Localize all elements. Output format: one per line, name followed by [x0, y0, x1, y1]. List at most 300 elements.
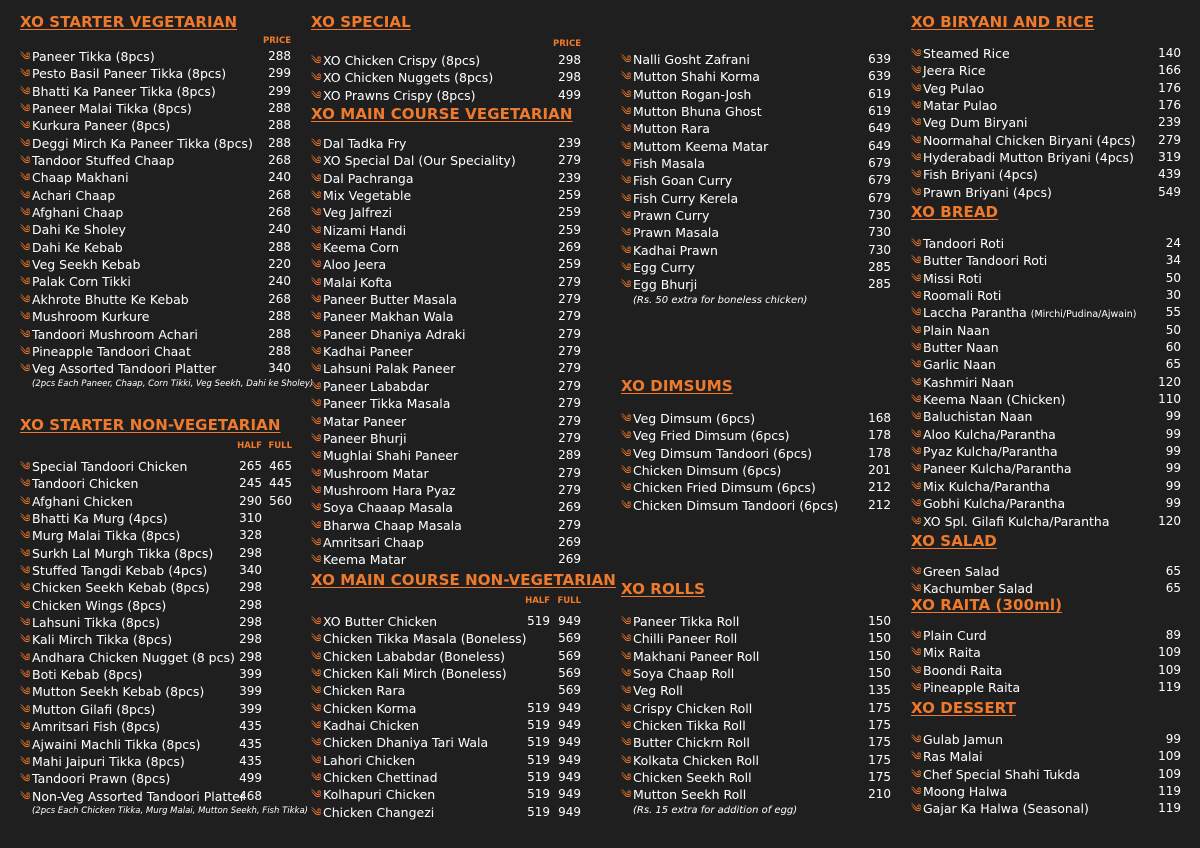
- swirl-bullet-icon: ༄: [311, 189, 322, 203]
- item-price-half: 519: [527, 700, 550, 715]
- item-name-text: Muttom Keema Matar: [633, 138, 769, 154]
- item-price: 298: [239, 597, 262, 612]
- swirl-bullet-icon: ༄: [311, 553, 322, 567]
- item-price-full: 949: [558, 735, 581, 750]
- item-price-full: 569: [558, 666, 581, 681]
- swirl-bullet-icon: ༄: [911, 271, 922, 285]
- menu-item: [911, 62, 1200, 79]
- swirl-bullet-icon: ༄: [311, 88, 322, 102]
- swirl-bullet-icon: ༄: [20, 581, 31, 595]
- item-name-text: Mahi Jaipuri Tikka (8pcs): [32, 753, 185, 769]
- swirl-bullet-icon: ༄: [311, 649, 322, 663]
- item-price: 34: [1165, 253, 1181, 268]
- swirl-bullet-icon: ༄: [20, 292, 31, 306]
- swirl-bullet-icon: ༄: [621, 719, 632, 733]
- item-price: 288: [268, 343, 291, 358]
- item-price: 259: [558, 188, 581, 203]
- item-name-text: Mutton Bhuna Ghost: [633, 104, 762, 120]
- item-price-half: 290: [239, 493, 262, 508]
- item-name-text: XO Prawns Crispy (8pcs): [323, 87, 476, 103]
- swirl-bullet-icon: ༄: [20, 460, 31, 473]
- item-name-text: Mix Kulcha/Parantha: [923, 478, 1051, 494]
- item-price: 55: [1165, 305, 1181, 320]
- item-price: 239: [558, 136, 581, 150]
- item-price: 730: [868, 225, 891, 240]
- item-price: 239: [1158, 115, 1181, 130]
- item-price: 399: [239, 684, 262, 699]
- swirl-bullet-icon: ༄: [311, 753, 322, 767]
- item-name-text: Veg Dum Biryani: [923, 115, 1028, 131]
- item-price: 639: [868, 52, 891, 66]
- item-price: 65: [1165, 581, 1181, 596]
- menu-item: [911, 114, 1200, 131]
- menu-item: [911, 270, 1200, 287]
- item-price: 99: [1165, 426, 1181, 441]
- item-name-text: Stuffed Tangdi Kebab (4pcs): [32, 563, 208, 579]
- swirl-bullet-icon: ༄: [20, 188, 31, 202]
- section-note: (Rs. 15 extra for addition of egg): [633, 804, 798, 816]
- item-price-half: 519: [527, 804, 550, 819]
- swirl-bullet-icon: ༄: [311, 466, 322, 480]
- menu-item: [911, 513, 1200, 530]
- item-name-text: Kachumber Salad: [923, 581, 1033, 597]
- swirl-bullet-icon: ༄: [20, 327, 31, 341]
- item-name-text: Chicken Wings (8pcs): [32, 597, 167, 613]
- item-name-text: Tandoori Chicken: [32, 476, 139, 492]
- menu-item: [911, 443, 1200, 460]
- item-name-text: Andhara Chicken Nugget (8 pcs): [32, 649, 235, 665]
- item-name-text: Nalli Gosht Zafrani: [633, 52, 750, 67]
- item-price: 298: [239, 649, 262, 664]
- menu-item: [911, 149, 1200, 166]
- item-price: 109: [1158, 749, 1181, 764]
- swirl-bullet-icon: ༄: [311, 71, 322, 85]
- item-name-text: Paneer Makhan Wala: [323, 309, 454, 325]
- item-name-text: Aloo Kulcha/Parantha: [923, 426, 1056, 442]
- swirl-bullet-icon: ༄: [20, 702, 31, 716]
- item-price: 110: [1158, 392, 1181, 407]
- item-name-text: Plain Naan: [923, 322, 990, 338]
- swirl-bullet-icon: ༄: [621, 788, 632, 802]
- item-price-full: 560: [269, 493, 292, 508]
- item-price: 288: [268, 326, 291, 341]
- item-price-half: 519: [527, 787, 550, 802]
- swirl-bullet-icon: ༄: [911, 750, 922, 764]
- item-price: 65: [1165, 564, 1181, 578]
- item-name-text: Dal Tadka Fry: [323, 136, 407, 151]
- swirl-bullet-icon: ༄: [911, 646, 922, 660]
- item-name-text: Amritsari Chaap: [323, 534, 424, 550]
- item-price-full: 949: [558, 614, 581, 628]
- item-name-text: Gajar Ka Halwa (Seasonal): [923, 801, 1089, 817]
- swirl-bullet-icon: ༄: [911, 497, 922, 511]
- item-name-text: Veg Dimsum (6pcs): [633, 411, 756, 426]
- item-price: 212: [868, 497, 891, 512]
- item-price: 175: [868, 770, 891, 785]
- swirl-bullet-icon: ༄: [911, 99, 922, 113]
- item-price: 269: [558, 500, 581, 515]
- item-price: 99: [1165, 496, 1181, 511]
- item-price: 298: [558, 70, 581, 85]
- swirl-bullet-icon: ༄: [311, 137, 322, 150]
- swirl-bullet-icon: ༄: [311, 379, 322, 393]
- item-name-text: Jeera Rice: [923, 63, 986, 79]
- swirl-bullet-icon: ༄: [20, 685, 31, 699]
- menu-item: [911, 304, 1200, 321]
- swirl-bullet-icon: ༄: [20, 344, 31, 358]
- item-price: 176: [1158, 80, 1181, 95]
- item-price: 279: [558, 517, 581, 532]
- item-name-text: Moong Halwa: [923, 784, 1008, 800]
- item-price: 279: [558, 153, 581, 168]
- section-title: XO MAIN COURSE NON-VEGETARIAN: [311, 571, 616, 589]
- item-name-text: Paneer Lababdar: [323, 378, 429, 394]
- menu-item: [911, 339, 1200, 356]
- menu-item: [311, 534, 1200, 551]
- item-name-text: Special Tandoori Chicken: [32, 459, 188, 474]
- item-name-text: Mushroom Matar: [323, 465, 429, 481]
- item-name-text: Chicken Fried Dimsum (6pcs): [633, 480, 816, 496]
- price-column-header: PRICE: [553, 39, 581, 49]
- item-name-text: Lahsuni Tikka (8pcs): [32, 615, 160, 631]
- item-price: 65: [1165, 357, 1181, 372]
- price-column-header: PRICE: [263, 36, 291, 46]
- swirl-bullet-icon: ༄: [311, 667, 322, 681]
- item-price-full: 949: [558, 787, 581, 802]
- item-name-text: Afghani Chaap: [32, 205, 124, 221]
- item-name-text: Chicken Korma: [323, 700, 417, 716]
- item-price: 269: [558, 534, 581, 549]
- item-price: 279: [558, 344, 581, 359]
- swirl-bullet-icon: ༄: [621, 464, 632, 478]
- item-price: 109: [1158, 766, 1181, 781]
- menu-item: [911, 748, 1200, 765]
- swirl-bullet-icon: ༄: [911, 785, 922, 799]
- item-name-text: Ras Malai: [923, 749, 983, 765]
- item-name-text: Surkh Lal Murgh Tikka (8pcs): [32, 545, 214, 561]
- item-price: 279: [558, 413, 581, 428]
- swirl-bullet-icon: ༄: [311, 483, 322, 497]
- swirl-bullet-icon: ༄: [621, 226, 632, 240]
- item-price: 399: [239, 667, 262, 682]
- swirl-bullet-icon: ༄: [311, 154, 322, 168]
- item-price-half: 519: [527, 752, 550, 767]
- menu-item: [911, 184, 1200, 201]
- item-name-text: Paneer Dhaniya Adraki: [323, 326, 466, 342]
- swirl-bullet-icon: ༄: [311, 206, 322, 220]
- swirl-bullet-icon: ༄: [621, 615, 632, 628]
- item-price: 89: [1165, 628, 1181, 642]
- item-name-text: Chicken Dhaniya Tari Wala: [323, 735, 489, 751]
- swirl-bullet-icon: ༄: [621, 70, 632, 84]
- item-price: 166: [1158, 63, 1181, 78]
- swirl-bullet-icon: ༄: [911, 81, 922, 95]
- item-price: 268: [268, 187, 291, 202]
- item-name-text: Veg Seekh Kebab: [32, 257, 141, 273]
- swirl-bullet-icon: ༄: [20, 598, 31, 612]
- swirl-bullet-icon: ༄: [911, 462, 922, 476]
- menu-item: [911, 80, 1200, 97]
- swirl-bullet-icon: ༄: [621, 429, 632, 443]
- menu-item-list: [911, 235, 1200, 530]
- swirl-bullet-icon: ༄: [20, 67, 31, 81]
- menu-item: [911, 408, 1200, 425]
- swirl-bullet-icon: ༄: [311, 805, 322, 819]
- item-name-text: Chicken Kali Mirch (Boneless): [323, 666, 507, 682]
- item-name-text: Boondi Raita: [923, 662, 1003, 678]
- item-price-full: 569: [558, 648, 581, 663]
- item-name-text: XO Chicken Crispy (8pcs): [323, 53, 481, 68]
- menu-item: [911, 252, 1200, 269]
- item-price: 288: [268, 49, 291, 63]
- item-name-text: Prawn Curry: [633, 208, 710, 224]
- swirl-bullet-icon: ༄: [621, 736, 632, 750]
- swirl-bullet-icon: ༄: [20, 50, 31, 63]
- item-name-text: Kadhai Prawn: [633, 242, 718, 258]
- swirl-bullet-icon: ༄: [911, 375, 922, 389]
- item-price: 212: [868, 480, 891, 495]
- item-price: 288: [268, 101, 291, 116]
- swirl-bullet-icon: ༄: [621, 498, 632, 512]
- item-name-text: Pineapple Tandoori Chaat: [32, 343, 191, 359]
- item-price: 639: [868, 69, 891, 84]
- item-name-text: Egg Bhurji: [633, 277, 698, 293]
- swirl-bullet-icon: ༄: [20, 310, 31, 324]
- price-column-header: FULL: [268, 441, 292, 451]
- swirl-bullet-icon: ༄: [20, 564, 31, 578]
- swirl-bullet-icon: ༄: [621, 261, 632, 275]
- item-price: 435: [239, 719, 262, 734]
- item-name-text: Crispy Chicken Roll: [633, 700, 753, 716]
- item-name-text: Mughlai Shahi Paneer: [323, 448, 459, 464]
- item-price: 99: [1165, 409, 1181, 424]
- item-price: 288: [268, 118, 291, 133]
- swirl-bullet-icon: ༄: [911, 681, 922, 695]
- item-price: 119: [1158, 801, 1181, 816]
- item-name-text: Laccha Parantha: [923, 305, 1027, 321]
- swirl-bullet-icon: ༄: [20, 275, 31, 289]
- item-name-text: Veg Fried Dimsum (6pcs): [633, 428, 790, 444]
- item-name-text: Chicken Seekh Roll: [633, 770, 752, 786]
- swirl-bullet-icon: ༄: [20, 546, 31, 560]
- item-price: 60: [1165, 340, 1181, 355]
- section-title: XO DESSERT: [911, 699, 1016, 717]
- menu-item: [911, 644, 1200, 661]
- swirl-bullet-icon: ༄: [311, 518, 322, 532]
- item-price: 279: [558, 326, 581, 341]
- item-name-text: Garlic Naan: [923, 357, 996, 373]
- swirl-bullet-icon: ༄: [20, 616, 31, 630]
- item-name-text: Ajwaini Machli Tikka (8pcs): [32, 736, 201, 752]
- item-name-text: Fish Briyani (4pcs): [923, 167, 1038, 183]
- item-price-full: 569: [558, 631, 581, 646]
- swirl-bullet-icon: ༄: [311, 362, 322, 376]
- swirl-bullet-icon: ༄: [911, 151, 922, 165]
- item-price: 210: [868, 787, 891, 802]
- item-price: 150: [868, 631, 891, 646]
- item-price: 549: [1158, 184, 1181, 199]
- swirl-bullet-icon: ༄: [621, 412, 632, 425]
- item-price: 279: [558, 292, 581, 307]
- swirl-bullet-icon: ༄: [911, 306, 922, 320]
- item-name-text: Green Salad: [923, 564, 1000, 579]
- price-column-header: HALF: [237, 441, 262, 451]
- item-price: 319: [1158, 150, 1181, 165]
- section-title: XO DIMSUMS: [621, 377, 733, 395]
- item-price: 175: [868, 735, 891, 750]
- item-name-text: Veg Pulao: [923, 80, 985, 96]
- item-name-text: Non-Veg Assorted Tandoori Platter: [32, 788, 246, 804]
- item-price-full: 465: [269, 459, 292, 473]
- item-price: 259: [558, 222, 581, 237]
- item-name-text: Baluchistan Naan: [923, 409, 1033, 425]
- swirl-bullet-icon: ༄: [621, 278, 632, 292]
- item-name-text: Soya Chaap Roll: [633, 666, 735, 682]
- item-variants: (Mirchi/Pudina/Ajwain): [1030, 309, 1137, 321]
- swirl-bullet-icon: ༄: [911, 393, 922, 407]
- swirl-bullet-icon: ༄: [20, 206, 31, 220]
- swirl-bullet-icon: ༄: [311, 701, 322, 715]
- swirl-bullet-icon: ༄: [911, 663, 922, 677]
- item-price: 279: [558, 430, 581, 445]
- item-name-text: Paneer Malai Tikka (8pcs): [32, 101, 192, 117]
- item-price-half: 519: [527, 718, 550, 733]
- swirl-bullet-icon: ༄: [911, 254, 922, 268]
- swirl-bullet-icon: ༄: [20, 512, 31, 526]
- item-price: 201: [868, 463, 891, 478]
- menu-item: [911, 391, 1200, 408]
- section-title: XO BREAD: [911, 203, 999, 221]
- menu-item: [911, 132, 1200, 149]
- item-price: 99: [1165, 732, 1181, 746]
- swirl-bullet-icon: ༄: [311, 719, 322, 733]
- swirl-bullet-icon: ༄: [911, 565, 922, 578]
- swirl-bullet-icon: ༄: [911, 733, 922, 746]
- item-price: 240: [268, 170, 291, 185]
- item-price: 175: [868, 752, 891, 767]
- menu-item-list: [911, 627, 1200, 696]
- item-price: 178: [868, 445, 891, 460]
- item-price: 120: [1158, 374, 1181, 389]
- swirl-bullet-icon: ༄: [311, 327, 322, 341]
- item-name-text: Mix Raita: [923, 645, 981, 661]
- swirl-bullet-icon: ༄: [20, 494, 31, 508]
- section-title: XO STARTER NON-VEGETARIAN: [20, 416, 281, 434]
- swirl-bullet-icon: ༄: [621, 649, 632, 663]
- item-name-text: Mutton Seekh Kebab (8pcs): [32, 684, 205, 700]
- item-name-text: Nizami Handi: [323, 222, 407, 238]
- item-name-text: Chicken Tikka Masala (Boneless): [323, 631, 527, 647]
- item-name-text: Bharwa Chaap Masala: [323, 517, 462, 533]
- item-name-text: Steamed Rice: [923, 46, 1010, 61]
- swirl-bullet-icon: ༄: [311, 535, 322, 549]
- item-name-text: Paneer Tikka Masala: [323, 396, 451, 412]
- menu-item: [911, 166, 1200, 183]
- item-price: 679: [868, 190, 891, 205]
- item-name-text: Aloo Jeera: [323, 257, 387, 273]
- item-name-text: Prawn Briyani (4pcs): [923, 184, 1052, 200]
- item-price: 328: [239, 528, 262, 543]
- item-price: 279: [558, 378, 581, 393]
- swirl-bullet-icon: ༄: [911, 64, 922, 78]
- swirl-bullet-icon: ༄: [621, 667, 632, 681]
- item-price: 289: [558, 448, 581, 463]
- item-price: 150: [868, 648, 891, 663]
- swirl-bullet-icon: ༄: [311, 501, 322, 515]
- item-name-text: Veg Dimsum Tandoori (6pcs): [633, 445, 813, 461]
- item-price-full: 949: [558, 718, 581, 733]
- item-name-text: XO Butter Chicken: [323, 614, 438, 629]
- item-price: 649: [868, 138, 891, 153]
- menu-item: [911, 235, 1200, 252]
- item-name-text: Missi Roti: [923, 270, 982, 286]
- swirl-bullet-icon: ༄: [911, 358, 922, 372]
- item-price-half: 519: [527, 770, 550, 785]
- menu-item: [911, 478, 1200, 495]
- swirl-bullet-icon: ༄: [911, 289, 922, 303]
- item-price: 99: [1165, 444, 1181, 459]
- menu-item: [911, 627, 1200, 644]
- item-price: 298: [239, 580, 262, 595]
- menu-item: [911, 766, 1200, 783]
- item-price: 435: [239, 736, 262, 751]
- item-price: 279: [558, 274, 581, 289]
- item-name-text: Paneer Tikka Roll: [633, 614, 740, 629]
- item-price: 298: [239, 545, 262, 560]
- item-name-text: Prawn Masala: [633, 225, 719, 241]
- swirl-bullet-icon: ༄: [311, 310, 322, 324]
- swirl-bullet-icon: ༄: [311, 54, 322, 67]
- item-name-text: Chicken Chettinad: [323, 770, 438, 786]
- item-name-text: Pineapple Raita: [923, 680, 1021, 696]
- item-name-text: Tandoori Roti: [923, 236, 1005, 251]
- item-price: 135: [868, 683, 891, 698]
- item-name-text: Tandoori Prawn (8pcs): [32, 771, 171, 787]
- swirl-bullet-icon: ༄: [20, 668, 31, 682]
- item-name-text: Paneer Kulcha/Parantha: [923, 461, 1072, 477]
- item-price: 619: [868, 86, 891, 101]
- swirl-bullet-icon: ༄: [911, 323, 922, 337]
- price-column-header: HALF: [525, 596, 550, 606]
- item-price: 288: [268, 135, 291, 150]
- item-price: 220: [268, 257, 291, 272]
- item-price: 24: [1165, 236, 1181, 250]
- swirl-bullet-icon: ༄: [20, 362, 31, 376]
- swirl-bullet-icon: ༄: [20, 154, 31, 168]
- item-price: 279: [558, 482, 581, 497]
- item-price: 50: [1165, 270, 1181, 285]
- section-title: XO RAITA (300ml): [911, 596, 1063, 614]
- swirl-bullet-icon: ༄: [311, 684, 322, 698]
- item-name-text: Mushroom Hara Pyaz: [323, 482, 456, 498]
- swirl-bullet-icon: ༄: [911, 802, 922, 816]
- swirl-bullet-icon: ༄: [621, 632, 632, 646]
- swirl-bullet-icon: ༄: [621, 122, 632, 136]
- item-name-text: Amritsari Fish (8pcs): [32, 719, 161, 735]
- item-name-text: Akhrote Bhutte Ke Kebab: [32, 291, 189, 307]
- item-name-text: Mutton Rogan-Josh: [633, 86, 752, 102]
- item-price: 299: [268, 83, 291, 98]
- item-name-text: Fish Goan Curry: [633, 173, 733, 189]
- swirl-bullet-icon: ༄: [311, 788, 322, 802]
- swirl-bullet-icon: ༄: [621, 139, 632, 153]
- item-price: 259: [558, 205, 581, 220]
- section-title: XO STARTER VEGETARIAN: [20, 13, 238, 31]
- item-name-text: Kadhai Paneer: [323, 344, 413, 360]
- item-name-text: Chicken Dimsum (6pcs): [633, 463, 782, 479]
- item-name-text: Mushroom Kurkure: [32, 309, 150, 325]
- item-name-text: Gobhi Kulcha/Parantha: [923, 496, 1066, 512]
